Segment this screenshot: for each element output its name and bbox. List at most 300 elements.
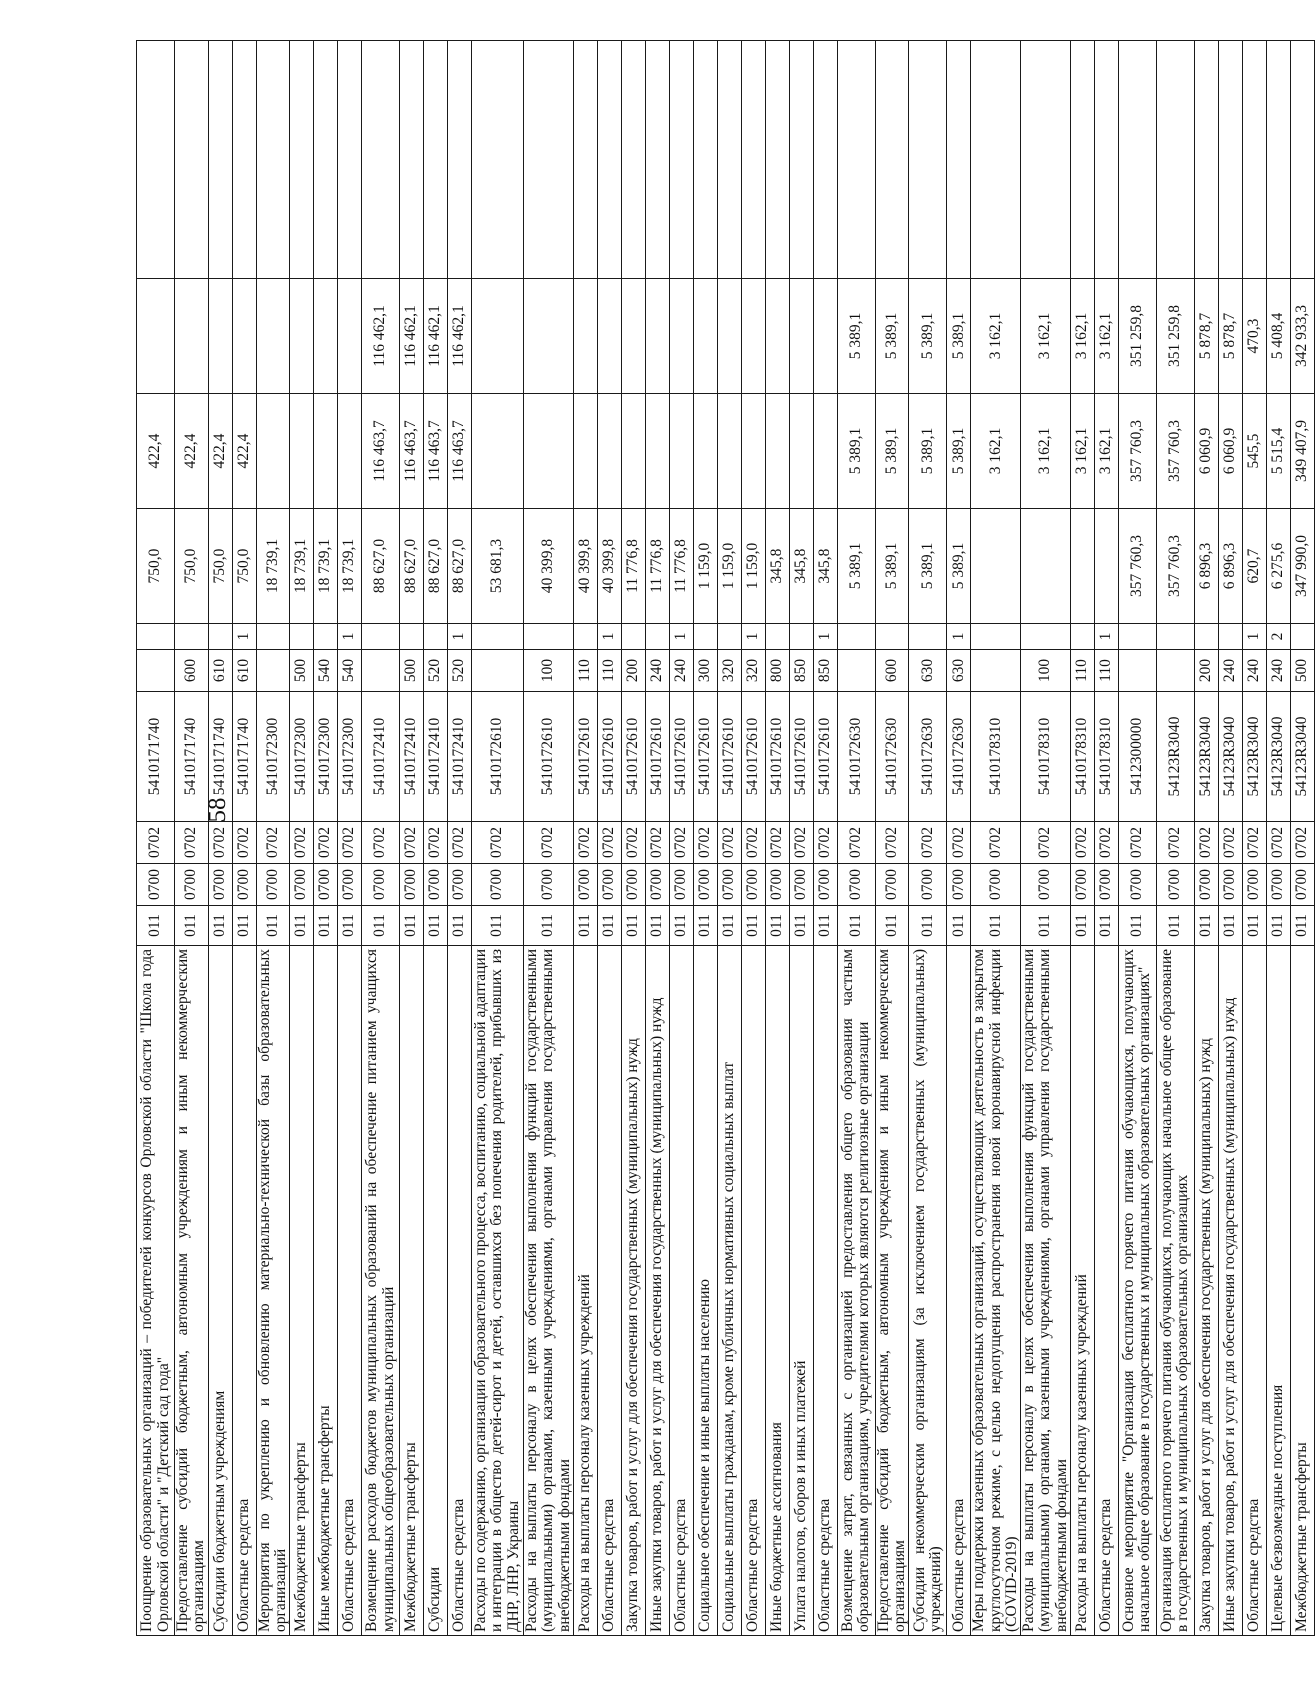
row-name-cell: Расходы на выплаты персоналу казенных учреждений (573, 946, 597, 1636)
row-target-article-cell: 5410172610 (621, 692, 645, 822)
row-source-code-cell (472, 624, 524, 650)
row-target-article-cell: 5410172410 (400, 692, 424, 822)
row-section-code-cell: 0700 (669, 864, 693, 906)
row-target-article-cell: 5410172610 (597, 692, 621, 822)
row-section-code-cell: 0700 (1242, 864, 1266, 906)
table-row (290, 41, 314, 1636)
row-name-cell: Предоставление субсидий бюджетным, автономным учреждениям и иным некоммерческим организациям (175, 946, 209, 1636)
row-source-code-cell: 1 (448, 624, 472, 650)
table-row (717, 41, 741, 1636)
row-amount-4-cell (1070, 41, 1094, 279)
row-amount-1-cell (1021, 509, 1071, 624)
row-subsection-code-cell: 0702 (789, 822, 813, 864)
row-amount-1-cell: 88 627,0 (400, 509, 424, 624)
row-section-code-cell: 0700 (1021, 864, 1071, 906)
row-amount-4-cell (1094, 41, 1118, 279)
row-amount-3-cell: 3 162,1 (1094, 279, 1118, 394)
row-name-cell: Возмещение затрат, связанных с организацией предоставления общего образования частным образовательным организациям, учредителями которых являются религиозные организации (837, 946, 875, 1636)
row-name-cell: Иные закупки товаров, работ и услуг для обеспечения государственных (муниципальных) нужд (1218, 946, 1242, 1636)
row-expense-type-cell (362, 650, 400, 692)
row-section-code-cell: 0700 (947, 864, 971, 906)
row-amount-1-cell (971, 509, 1021, 624)
row-amount-3-cell (208, 279, 232, 394)
table-row (472, 41, 524, 1636)
row-amount-4-cell (137, 41, 175, 279)
row-amount-4-cell (524, 41, 574, 279)
row-name-cell: Закупка товаров, работ и услуг для обеспечения государственных (муниципальных) нужд (621, 946, 645, 1636)
row-expense-type-cell: 110 (573, 650, 597, 692)
row-amount-4-cell (573, 41, 597, 279)
row-amount-1-cell: 1 159,0 (741, 509, 765, 624)
row-section-code-cell: 0700 (137, 864, 175, 906)
budget-table (136, 40, 1315, 1636)
row-amount-2-cell (256, 394, 290, 509)
row-section-code-cell: 0700 (1070, 864, 1094, 906)
row-subsection-code-cell: 0702 (314, 822, 338, 864)
row-amount-2-cell: 3 162,1 (971, 394, 1021, 509)
row-subsection-code-cell: 0702 (909, 822, 947, 864)
row-amount-3-cell (813, 279, 837, 394)
row-gr-code-cell: 011 (875, 906, 909, 946)
row-amount-4-cell (424, 41, 448, 279)
row-amount-1-cell: 357 760,3 (1118, 509, 1156, 624)
row-amount-2-cell (669, 394, 693, 509)
row-amount-2-cell (621, 394, 645, 509)
row-section-code-cell: 0700 (256, 864, 290, 906)
row-section-code-cell: 0700 (1094, 864, 1118, 906)
row-source-code-cell (1156, 624, 1194, 650)
row-gr-code-cell: 011 (621, 906, 645, 946)
row-amount-1-cell: 18 739,1 (290, 509, 314, 624)
row-gr-code-cell: 011 (669, 906, 693, 946)
row-gr-code-cell: 011 (1218, 906, 1242, 946)
row-gr-code-cell: 011 (1290, 906, 1314, 946)
row-gr-code-cell: 011 (175, 906, 209, 946)
row-source-code-cell: 1 (1242, 624, 1266, 650)
row-source-code-cell (717, 624, 741, 650)
table-row (1218, 41, 1242, 1636)
row-amount-1-cell: 345,8 (789, 509, 813, 624)
row-amount-3-cell: 470,3 (1242, 279, 1266, 394)
row-amount-4-cell (875, 41, 909, 279)
row-amount-1-cell: 5 389,1 (875, 509, 909, 624)
row-subsection-code-cell: 0702 (1094, 822, 1118, 864)
row-expense-type-cell (256, 650, 290, 692)
row-amount-3-cell: 5 389,1 (837, 279, 875, 394)
row-amount-4-cell (909, 41, 947, 279)
row-gr-code-cell: 011 (314, 906, 338, 946)
row-amount-2-cell: 5 389,1 (837, 394, 875, 509)
row-amount-1-cell: 347 990,0 (1290, 509, 1314, 624)
row-gr-code-cell: 011 (741, 906, 765, 946)
row-name-cell: Целевые безвозмездные поступления (1266, 946, 1290, 1636)
row-gr-code-cell: 011 (472, 906, 524, 946)
row-amount-2-cell (290, 394, 314, 509)
row-amount-4-cell (621, 41, 645, 279)
row-amount-2-cell (573, 394, 597, 509)
row-amount-2-cell: 349 407,9 (1290, 394, 1314, 509)
row-source-code-cell (1218, 624, 1242, 650)
row-section-code-cell: 0700 (765, 864, 789, 906)
row-amount-4-cell (717, 41, 741, 279)
row-target-article-cell: 54123R3040 (1218, 692, 1242, 822)
row-expense-type-cell: 600 (175, 650, 209, 692)
row-subsection-code-cell: 0702 (175, 822, 209, 864)
row-section-code-cell: 0700 (875, 864, 909, 906)
row-target-article-cell: 5410171740 (175, 692, 209, 822)
row-expense-type-cell: 500 (290, 650, 314, 692)
row-section-code-cell: 0700 (813, 864, 837, 906)
row-expense-type-cell: 110 (597, 650, 621, 692)
row-target-article-cell: 5410172300 (256, 692, 290, 822)
table-row (175, 41, 209, 1636)
budget-table-frame (136, 41, 1311, 1636)
table-row (573, 41, 597, 1636)
row-expense-type-cell: 110 (1094, 650, 1118, 692)
row-amount-2-cell (338, 394, 362, 509)
row-amount-1-cell (1094, 509, 1118, 624)
row-gr-code-cell: 011 (573, 906, 597, 946)
row-amount-3-cell: 3 162,1 (1070, 279, 1094, 394)
table-row (947, 41, 971, 1636)
row-amount-1-cell: 750,0 (232, 509, 256, 624)
row-amount-2-cell (472, 394, 524, 509)
row-gr-code-cell: 011 (717, 906, 741, 946)
row-gr-code-cell: 011 (837, 906, 875, 946)
row-amount-4-cell (947, 41, 971, 279)
row-amount-1-cell: 345,8 (813, 509, 837, 624)
row-name-cell: Областные средства (597, 946, 621, 1636)
row-subsection-code-cell: 0702 (717, 822, 741, 864)
table-row (813, 41, 837, 1636)
row-target-article-cell: 5410172610 (741, 692, 765, 822)
row-amount-3-cell: 5 389,1 (947, 279, 971, 394)
row-amount-3-cell: 3 162,1 (971, 279, 1021, 394)
row-amount-4-cell (290, 41, 314, 279)
table-row (789, 41, 813, 1636)
row-source-code-cell (424, 624, 448, 650)
table-row (314, 41, 338, 1636)
row-section-code-cell: 0700 (1218, 864, 1242, 906)
row-amount-2-cell: 422,4 (137, 394, 175, 509)
row-subsection-code-cell: 0702 (137, 822, 175, 864)
row-subsection-code-cell: 0702 (290, 822, 314, 864)
row-amount-4-cell (971, 41, 1021, 279)
row-amount-3-cell: 5 389,1 (875, 279, 909, 394)
row-expense-type-cell: 500 (1290, 650, 1314, 692)
row-target-article-cell: 54123R3040 (1290, 692, 1314, 822)
row-subsection-code-cell: 0702 (256, 822, 290, 864)
table-row (1118, 41, 1156, 1636)
row-amount-4-cell (1218, 41, 1242, 279)
row-target-article-cell: 5410172610 (669, 692, 693, 822)
row-name-cell: Иные бюджетные ассигнования (765, 946, 789, 1636)
row-expense-type-cell: 300 (693, 650, 717, 692)
row-gr-code-cell: 011 (400, 906, 424, 946)
row-amount-3-cell (137, 279, 175, 394)
row-source-code-cell (789, 624, 813, 650)
row-target-article-cell: 5410172610 (813, 692, 837, 822)
row-name-cell: Социальное обеспечение и иные выплаты населению (693, 946, 717, 1636)
row-subsection-code-cell: 0702 (645, 822, 669, 864)
row-subsection-code-cell: 0702 (1194, 822, 1218, 864)
row-amount-4-cell (741, 41, 765, 279)
row-subsection-code-cell: 0702 (524, 822, 574, 864)
row-target-article-cell: 54123R3040 (1194, 692, 1218, 822)
row-section-code-cell: 0700 (1156, 864, 1194, 906)
row-amount-2-cell: 6 060,9 (1194, 394, 1218, 509)
row-amount-1-cell: 11 776,8 (645, 509, 669, 624)
row-amount-1-cell: 18 739,1 (256, 509, 290, 624)
row-subsection-code-cell: 0702 (837, 822, 875, 864)
row-amount-3-cell (524, 279, 574, 394)
row-amount-4-cell (645, 41, 669, 279)
row-name-cell: Уплата налогов, сборов и иных платежей (789, 946, 813, 1636)
row-amount-4-cell (472, 41, 524, 279)
row-gr-code-cell: 011 (1194, 906, 1218, 946)
row-expense-type-cell: 500 (400, 650, 424, 692)
row-gr-code-cell: 011 (290, 906, 314, 946)
row-amount-2-cell: 5 389,1 (875, 394, 909, 509)
table-row (1242, 41, 1266, 1636)
row-section-code-cell: 0700 (621, 864, 645, 906)
row-target-article-cell: 5410172610 (645, 692, 669, 822)
row-section-code-cell: 0700 (837, 864, 875, 906)
row-name-cell: Расходы на выплаты персоналу казенных учреждений (1070, 946, 1094, 1636)
row-amount-4-cell (448, 41, 472, 279)
row-subsection-code-cell: 0702 (208, 822, 232, 864)
table-row (524, 41, 574, 1636)
row-source-code-cell (314, 624, 338, 650)
row-target-article-cell: 5410171740 (232, 692, 256, 822)
row-amount-2-cell: 5 389,1 (947, 394, 971, 509)
row-amount-3-cell: 5 389,1 (909, 279, 947, 394)
row-amount-4-cell (1266, 41, 1290, 279)
row-target-article-cell: 5410172610 (717, 692, 741, 822)
row-expense-type-cell: 240 (1218, 650, 1242, 692)
row-expense-type-cell: 240 (1242, 650, 1266, 692)
row-amount-3-cell (314, 279, 338, 394)
row-section-code-cell: 0700 (1266, 864, 1290, 906)
row-source-code-cell: 1 (338, 624, 362, 650)
row-amount-4-cell (400, 41, 424, 279)
row-amount-4-cell (1156, 41, 1194, 279)
row-expense-type-cell: 320 (741, 650, 765, 692)
table-row (693, 41, 717, 1636)
row-gr-code-cell: 011 (448, 906, 472, 946)
row-expense-type-cell (472, 650, 524, 692)
row-source-code-cell: 1 (813, 624, 837, 650)
table-row (362, 41, 400, 1636)
row-amount-2-cell: 422,4 (175, 394, 209, 509)
row-amount-1-cell: 40 399,8 (597, 509, 621, 624)
row-amount-3-cell: 3 162,1 (1021, 279, 1071, 394)
row-gr-code-cell: 011 (971, 906, 1021, 946)
row-amount-1-cell: 88 627,0 (362, 509, 400, 624)
row-subsection-code-cell: 0702 (424, 822, 448, 864)
row-amount-3-cell (645, 279, 669, 394)
row-amount-3-cell (338, 279, 362, 394)
row-target-article-cell: 5410171740 (208, 692, 232, 822)
row-amount-2-cell: 3 162,1 (1021, 394, 1071, 509)
row-amount-1-cell: 18 739,1 (338, 509, 362, 624)
row-section-code-cell: 0700 (424, 864, 448, 906)
row-subsection-code-cell: 0702 (597, 822, 621, 864)
row-subsection-code-cell: 0702 (1021, 822, 1071, 864)
table-row (621, 41, 645, 1636)
row-name-cell: Межбюджетные трансферты (1290, 946, 1314, 1636)
row-expense-type-cell: 540 (338, 650, 362, 692)
row-amount-2-cell (717, 394, 741, 509)
row-name-cell: Областные средства (741, 946, 765, 1636)
row-expense-type-cell: 630 (909, 650, 947, 692)
row-source-code-cell (1194, 624, 1218, 650)
row-subsection-code-cell: 0702 (232, 822, 256, 864)
row-subsection-code-cell: 0702 (1242, 822, 1266, 864)
row-subsection-code-cell: 0702 (621, 822, 645, 864)
row-expense-type-cell: 100 (524, 650, 574, 692)
row-name-cell: Расходы на выплаты персоналу в целях обеспечения выполнения функций государственными (муниципальными) органами, казенными учреждениями, органами управления государственными внебюджетными фондами (1021, 946, 1071, 1636)
row-amount-1-cell: 6 896,3 (1194, 509, 1218, 624)
row-name-cell: Иные закупки товаров, работ и услуг для обеспечения государственных (муниципальных) нужд (645, 946, 669, 1636)
row-name-cell: Расходы на выплаты персоналу в целях обеспечения выполнения функций государственными (муниципальными) органами, казенными учреждениями, органами управления государственными внебюджетными фондами (524, 946, 574, 1636)
row-amount-4-cell (1290, 41, 1314, 279)
table-row (741, 41, 765, 1636)
row-amount-4-cell (314, 41, 338, 279)
row-expense-type-cell: 240 (1266, 650, 1290, 692)
row-source-code-cell (971, 624, 1021, 650)
row-gr-code-cell: 011 (645, 906, 669, 946)
row-target-article-cell: 5410171740 (137, 692, 175, 822)
table-row (909, 41, 947, 1636)
row-gr-code-cell: 011 (909, 906, 947, 946)
row-section-code-cell: 0700 (741, 864, 765, 906)
table-row (424, 41, 448, 1636)
row-gr-code-cell: 011 (137, 906, 175, 946)
row-section-code-cell: 0700 (645, 864, 669, 906)
row-section-code-cell: 0700 (175, 864, 209, 906)
row-section-code-cell: 0700 (693, 864, 717, 906)
row-amount-2-cell: 3 162,1 (1070, 394, 1094, 509)
row-name-cell: Областные средства (1094, 946, 1118, 1636)
row-subsection-code-cell: 0702 (338, 822, 362, 864)
row-target-article-cell: 5410172610 (789, 692, 813, 822)
row-target-article-cell: 5410172630 (837, 692, 875, 822)
row-name-cell: Поощрение образовательных организаций – победителей конкурсов Орловской области "Школа года Орловской области" и "Детский сад года" (137, 946, 175, 1636)
row-amount-2-cell: 422,4 (232, 394, 256, 509)
row-source-code-cell (875, 624, 909, 650)
row-subsection-code-cell: 0702 (813, 822, 837, 864)
row-target-article-cell: 5410178310 (1021, 692, 1071, 822)
table-row (1156, 41, 1194, 1636)
row-name-cell: Меры поддержки казенных образовательных организаций, осуществляющих деятельность в закрытом круглосуточном режиме, с целью недопущения распространения новой коронавирусной инфекции (COVID-2019) (971, 946, 1021, 1636)
row-amount-4-cell (669, 41, 693, 279)
row-expense-type-cell: 200 (621, 650, 645, 692)
row-section-code-cell: 0700 (1290, 864, 1314, 906)
row-amount-3-cell: 116 462,1 (362, 279, 400, 394)
row-amount-4-cell (175, 41, 209, 279)
row-source-code-cell (400, 624, 424, 650)
row-expense-type-cell: 630 (947, 650, 971, 692)
row-amount-3-cell (765, 279, 789, 394)
row-amount-3-cell (573, 279, 597, 394)
row-amount-1-cell: 750,0 (208, 509, 232, 624)
row-gr-code-cell: 011 (597, 906, 621, 946)
row-amount-2-cell: 5 389,1 (909, 394, 947, 509)
table-row (837, 41, 875, 1636)
table-row (137, 41, 175, 1636)
row-subsection-code-cell: 0702 (765, 822, 789, 864)
table-row (669, 41, 693, 1636)
row-name-cell: Основное мероприятие "Организация бесплатного горячего питания обучающихся, получающих начальное общее образование в государственных и муниципальных образовательных организациях" (1118, 946, 1156, 1636)
row-subsection-code-cell: 0702 (1290, 822, 1314, 864)
row-amount-1-cell: 1 159,0 (717, 509, 741, 624)
row-source-code-cell (137, 624, 175, 650)
row-name-cell: Организация бесплатного горячего питания обучающихся, получающих начальное общее образование в государственных и муниципальных образовательных организациях (1156, 946, 1194, 1636)
row-gr-code-cell: 011 (524, 906, 574, 946)
row-expense-type-cell: 540 (314, 650, 338, 692)
row-amount-4-cell (597, 41, 621, 279)
row-amount-2-cell: 116 463,7 (448, 394, 472, 509)
row-name-cell: Мероприятия по укреплению и обновлению материально-технической базы образовательных организаций (256, 946, 290, 1636)
row-gr-code-cell: 011 (765, 906, 789, 946)
row-source-code-cell (175, 624, 209, 650)
row-amount-2-cell (693, 394, 717, 509)
row-amount-1-cell: 53 681,3 (472, 509, 524, 624)
row-expense-type-cell: 240 (669, 650, 693, 692)
row-target-article-cell: 5410172610 (693, 692, 717, 822)
row-target-article-cell: 54123R3040 (1156, 692, 1194, 822)
row-subsection-code-cell: 0702 (693, 822, 717, 864)
row-expense-type-cell: 600 (875, 650, 909, 692)
row-name-cell: Социальные выплаты гражданам, кроме публичных нормативных социальных выплат (717, 946, 741, 1636)
row-target-article-cell: 5410178310 (971, 692, 1021, 822)
row-subsection-code-cell: 0702 (1070, 822, 1094, 864)
row-section-code-cell: 0700 (789, 864, 813, 906)
row-amount-3-cell (717, 279, 741, 394)
row-name-cell: Субсидии (424, 946, 448, 1636)
row-amount-2-cell (813, 394, 837, 509)
row-gr-code-cell: 011 (424, 906, 448, 946)
row-section-code-cell: 0700 (717, 864, 741, 906)
row-expense-type-cell: 850 (813, 650, 837, 692)
row-section-code-cell: 0700 (448, 864, 472, 906)
row-expense-type-cell: 240 (645, 650, 669, 692)
row-source-code-cell (1118, 624, 1156, 650)
row-section-code-cell: 0700 (232, 864, 256, 906)
row-amount-4-cell (256, 41, 290, 279)
row-amount-3-cell (175, 279, 209, 394)
row-subsection-code-cell: 0702 (947, 822, 971, 864)
row-source-code-cell (1070, 624, 1094, 650)
row-section-code-cell: 0700 (597, 864, 621, 906)
row-amount-2-cell: 545,5 (1242, 394, 1266, 509)
row-expense-type-cell: 800 (765, 650, 789, 692)
row-source-code-cell (1290, 624, 1314, 650)
row-subsection-code-cell: 0702 (875, 822, 909, 864)
row-amount-2-cell (524, 394, 574, 509)
row-gr-code-cell: 011 (693, 906, 717, 946)
row-gr-code-cell: 011 (1242, 906, 1266, 946)
row-source-code-cell (573, 624, 597, 650)
row-amount-1-cell: 88 627,0 (424, 509, 448, 624)
row-name-cell: Областные средства (947, 946, 971, 1636)
row-amount-3-cell (693, 279, 717, 394)
row-expense-type-cell (137, 650, 175, 692)
row-subsection-code-cell: 0702 (362, 822, 400, 864)
row-amount-2-cell: 116 463,7 (400, 394, 424, 509)
row-amount-1-cell: 620,7 (1242, 509, 1266, 624)
